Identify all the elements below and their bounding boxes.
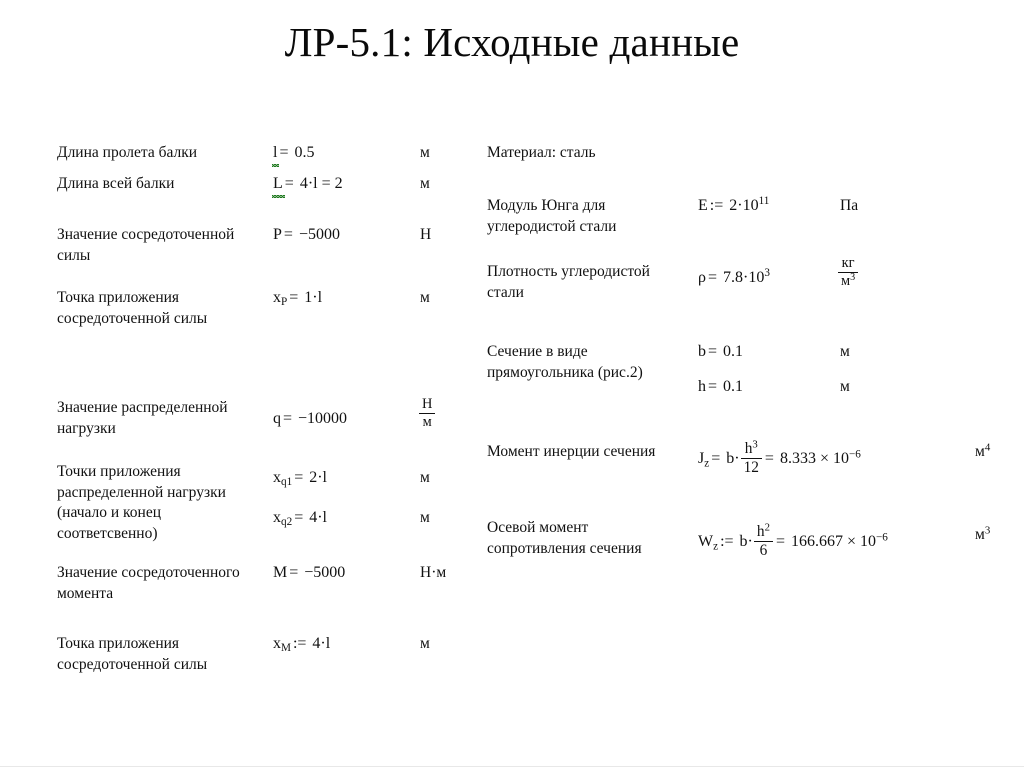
value: 2·l (309, 469, 327, 486)
row-unit: Н (420, 226, 432, 243)
symbol-J: J (698, 450, 705, 468)
row-formula (273, 225, 340, 245)
row-label: Значение сосредоточенного момента (57, 564, 240, 602)
row-unit: м (420, 509, 430, 526)
unit-base: м (975, 526, 985, 543)
fraction-numerator (741, 438, 762, 459)
symbol-h: h (698, 378, 706, 395)
row-formula (698, 342, 743, 362)
row-unit: Н·м (420, 564, 447, 581)
symbol-P: P (273, 226, 282, 243)
result-mantissa: 166.667 × 10 (790, 533, 876, 551)
unit-numerator: Н (419, 397, 435, 414)
operator: = (284, 175, 294, 192)
result-exponent: −6 (876, 531, 888, 544)
operator: = (289, 564, 299, 581)
operator: = (711, 450, 721, 468)
unit-fraction (838, 256, 858, 289)
row-formula (698, 438, 861, 477)
row-formula (698, 196, 769, 216)
row-label: Сечение в виде прямоугольника (рис.2) (487, 343, 643, 381)
row-unit: Па (840, 197, 859, 214)
value: 0.1 (723, 343, 744, 360)
operator: = (708, 343, 718, 360)
unit-fraction (419, 397, 435, 430)
unit-base: м (975, 443, 985, 460)
row-unit: м (420, 289, 430, 306)
formula-fraction (741, 438, 762, 476)
exponent: 3 (764, 267, 770, 280)
row-formula (273, 288, 322, 308)
row-unit (975, 442, 990, 462)
unit-denominator-exponent: 3 (850, 271, 856, 283)
row-formula (273, 174, 343, 194)
subscript: P (281, 296, 288, 309)
operator: := (709, 197, 724, 214)
operator: = (294, 509, 304, 526)
symbol-x: x (273, 289, 281, 306)
equals-sign: = (764, 450, 774, 468)
row-label: Значение сосредоточенной силы (57, 226, 235, 264)
unit-denominator-base: м (841, 272, 851, 289)
result-exponent: −6 (848, 448, 861, 461)
value: 0.5 (294, 144, 315, 161)
operator: := (720, 533, 734, 551)
operator: = (283, 226, 293, 243)
material-note: Материал: сталь (487, 144, 596, 161)
subscript: z (704, 457, 710, 470)
symbol-x: x (273, 469, 281, 486)
row-unit (418, 398, 436, 431)
subscript: z (713, 540, 719, 553)
value: −10000 (298, 410, 348, 427)
equals-sign: = (775, 533, 785, 551)
row-unit: м (420, 469, 430, 486)
row-unit (837, 257, 859, 290)
row-label: Точка приложения сосредоточенной силы (57, 635, 208, 673)
row-label: Точка приложения сосредоточенной силы (57, 289, 208, 327)
row-label: Точки приложения распределенной нагрузки (начало и конец соответсвенно) (57, 463, 226, 542)
symbol-q: q (273, 410, 281, 427)
fraction-numerator-base: h (756, 523, 765, 540)
operator: = (707, 269, 718, 286)
row-formula (273, 634, 330, 654)
row-unit: м (420, 144, 430, 161)
symbol-x: x (273, 635, 281, 652)
row-formula (273, 468, 327, 488)
operator: = (289, 289, 299, 306)
row-unit: м (840, 343, 850, 360)
row-unit: м (840, 378, 850, 395)
fraction-numerator-base: h (744, 440, 753, 457)
row-label: Значение распределенной нагрузки (57, 399, 228, 437)
value: 4·l (309, 509, 327, 526)
symbol-M: M (273, 564, 288, 581)
fraction-numerator-exponent: 3 (752, 438, 758, 451)
subscript: M (281, 642, 291, 655)
value: 0.1 (723, 378, 744, 395)
row-unit (975, 525, 990, 545)
formula-fraction (754, 521, 773, 559)
fraction-numerator (754, 521, 773, 542)
row-formula (273, 563, 345, 583)
value: −5000 (298, 226, 340, 243)
value: 4·l (312, 635, 331, 652)
row-label: Длина всей балки (57, 175, 175, 192)
row-label: Модуль Юнга для углеродистой стали (487, 197, 617, 235)
operator: = (708, 378, 718, 395)
row-unit: м (420, 635, 430, 652)
unit-denominator: м (422, 413, 432, 430)
expr-prefix: b· (726, 450, 740, 468)
operator: = (283, 410, 293, 427)
symbol-rho: ρ (698, 269, 706, 286)
exponent: 11 (758, 195, 770, 208)
fraction-denominator: 12 (743, 458, 759, 476)
unit-numerator: кг (838, 256, 858, 273)
value: 1·l (304, 289, 323, 306)
symbol-x: x (273, 509, 281, 526)
symbol-E: E (698, 197, 708, 214)
row-label: Плотность углеродистой стали (487, 263, 650, 301)
fraction-numerator-exponent: 2 (764, 521, 770, 534)
result-mantissa: 8.333 × 10 (779, 450, 849, 468)
value: 4·l = 2 (299, 175, 343, 192)
fraction-denominator: 6 (759, 541, 768, 559)
row-label: Момент инерции сечения (487, 443, 656, 460)
row-formula (698, 521, 888, 560)
unit-exponent: 4 (984, 441, 991, 454)
mantissa: 2·10 (729, 197, 759, 214)
mantissa: 7.8·10 (723, 269, 765, 286)
unit-exponent: 3 (984, 524, 991, 537)
row-formula (698, 377, 743, 397)
symbol-l: l (273, 144, 278, 161)
operator: = (279, 144, 289, 161)
symbol-W: W (698, 533, 714, 551)
row-formula (698, 268, 770, 288)
row-label: Осевой момент сопротивления сечения (487, 519, 642, 557)
unit-denominator (838, 273, 858, 289)
operator: := (292, 635, 307, 652)
expr-prefix: b· (739, 533, 753, 551)
page-title: ЛР-5.1: Исходные данные (284, 19, 740, 65)
row-formula (273, 143, 314, 163)
row-formula (273, 508, 327, 528)
symbol-b: b (698, 343, 706, 360)
row-formula (273, 409, 347, 429)
value: −5000 (304, 564, 346, 581)
subscript: q1 (281, 476, 293, 489)
row-label: Длина пролета балки (57, 144, 198, 161)
row-unit: м (420, 175, 430, 192)
subscript: q2 (281, 516, 293, 529)
operator: = (294, 469, 304, 486)
symbol-L: L (273, 175, 283, 192)
